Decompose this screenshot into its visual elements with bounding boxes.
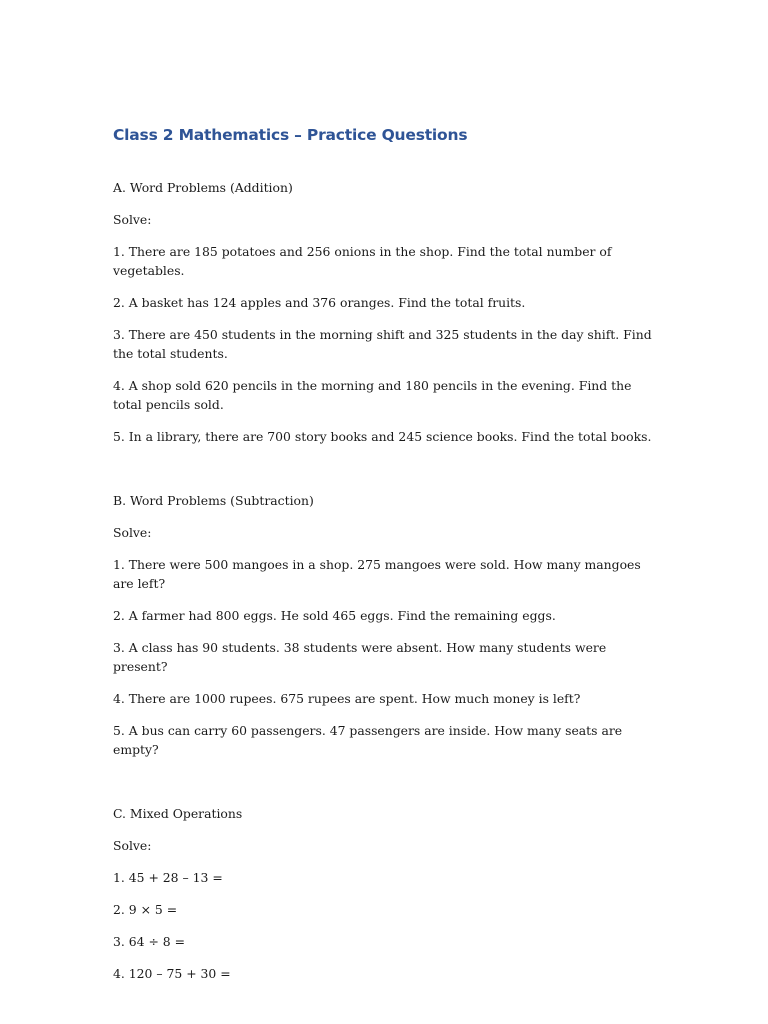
- question-list: [113, 868, 658, 983]
- section-spacer: [113, 459, 658, 491]
- document-title: Class 2 Mathematics – Practice Questions: [113, 126, 468, 144]
- question-item: 2. 9 × 5 =: [113, 902, 178, 917]
- solve-label: Solve:: [113, 525, 152, 540]
- question-item: 5. In a library, there are 700 story books and 245 science books. Find the total books.: [113, 429, 652, 444]
- question-item: 1. There were 500 mangoes in a shop. 275 mangoes were sold. How many mangoes are left?: [113, 557, 641, 591]
- section-heading: C. Mixed Operations: [113, 806, 243, 821]
- question-item: 2. A basket has 124 apples and 376 oranges. Find the total fruits.: [113, 295, 526, 310]
- question-item: 4. A shop sold 620 pencils in the morning and 180 pencils in the evening. Find the total pencils sold.: [113, 378, 632, 412]
- section-addition: [113, 178, 658, 446]
- question-item: 2. A farmer had 800 eggs. He sold 465 eggs. Find the remaining eggs.: [113, 608, 556, 623]
- document-body: [113, 124, 658, 996]
- question-list: [113, 242, 658, 446]
- section-heading: B. Word Problems (Subtraction): [113, 493, 314, 508]
- section-mixed-operations: [113, 804, 658, 983]
- solve-label: Solve:: [113, 838, 152, 853]
- question-item: 3. There are 450 students in the morning shift and 325 students in the day shift. Find the total students.: [113, 327, 652, 361]
- section-spacer: [113, 772, 658, 804]
- section-heading: A. Word Problems (Addition): [113, 180, 293, 195]
- question-item: 1. There are 185 potatoes and 256 onions in the shop. Find the total number of vegetables.: [113, 244, 612, 278]
- question-item: 1. 45 + 28 – 13 =: [113, 870, 223, 885]
- solve-label: Solve:: [113, 212, 152, 227]
- question-item: 5. A bus can carry 60 passengers. 47 passengers are inside. How many seats are empty?: [113, 723, 623, 757]
- question-item: 4. There are 1000 rupees. 675 rupees are spent. How much money is left?: [113, 691, 581, 706]
- question-item: 3. A class has 90 students. 38 students were absent. How many students were present?: [113, 640, 607, 674]
- section-subtraction: [113, 491, 658, 759]
- question-item: 4. 120 – 75 + 30 =: [113, 966, 231, 981]
- question-list: [113, 555, 658, 759]
- question-item: 3. 64 ÷ 8 =: [113, 934, 185, 949]
